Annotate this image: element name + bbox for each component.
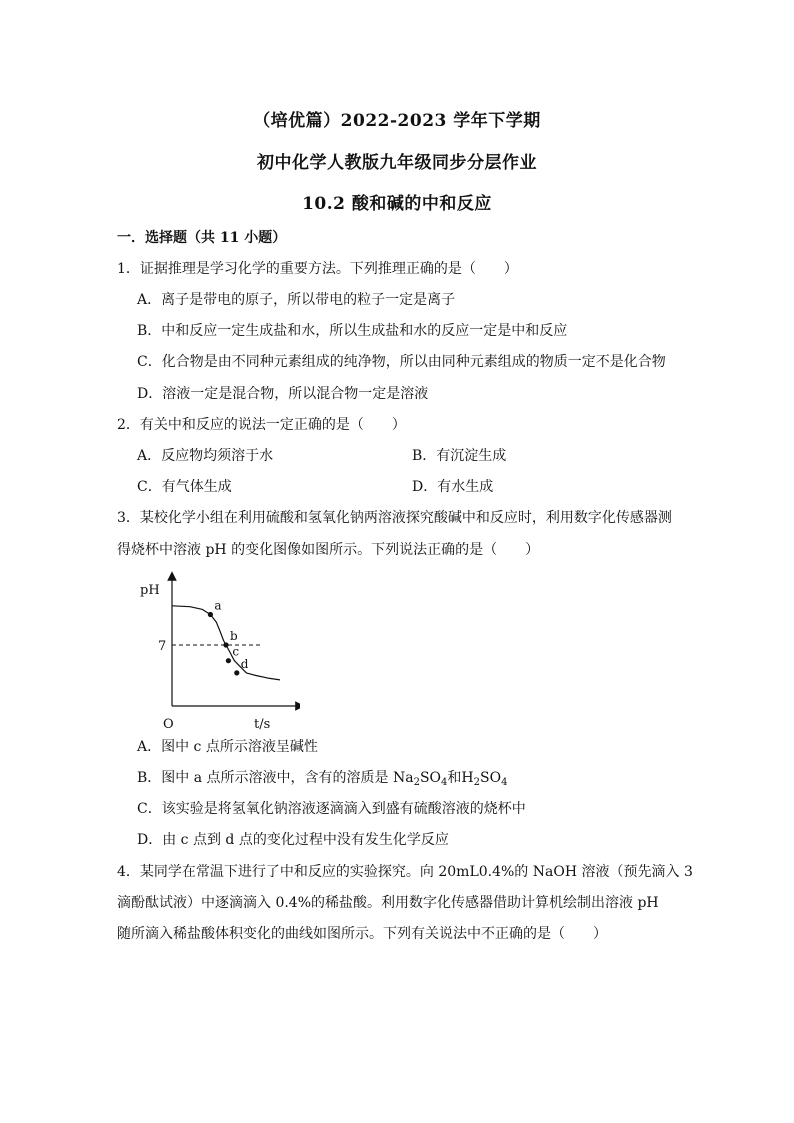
y-axis-label: pH [140, 583, 160, 598]
question-2-option-b: B．有沉淀生成 [412, 448, 507, 464]
question-2-option-c: C．有气体生成 [137, 479, 232, 495]
question-4-stem-line1: 4．某同学在常温下进行了中和反应的实验探究。向 20mL0.4%的 NaOH 溶液（预先滴入 3 [117, 864, 693, 880]
doc-title-line1: （培优篇）2022-2023 学年下学期 [253, 111, 541, 131]
formula-join: 和 [447, 770, 462, 786]
question-1-option-c: C．化合物是由不同种元素组成的纯净物，所以由同种元素组成的物质一定不是化合物 [137, 354, 666, 370]
question-2-stem: 2．有关中和反应的说法一定正确的是（ ） [117, 417, 406, 433]
question-3-option-b [137, 768, 507, 788]
question-1-option-d: D．溶液一定是混合物，所以混合物一定是溶液 [137, 386, 429, 402]
doc-title-line2: 初中化学人教版九年级同步分层作业 [257, 153, 537, 173]
point-c [226, 658, 231, 663]
question-3-stem-line1: 3．某校化学小组在利用硫酸和氢氧化钠两溶液探究酸碱中和反应时，利用数字化传感器测 [117, 510, 672, 526]
section-heading: 一．选择题（共 11 小题） [117, 230, 287, 246]
x-axis-label: t/s [254, 717, 271, 732]
ph7-tick-label: 7 [158, 639, 167, 654]
point-label-a: a [214, 598, 222, 613]
question-2-option-a: A．反应物均须溶于水 [137, 448, 274, 464]
question-2-option-d: D．有水生成 [412, 479, 494, 495]
question-3-option-c: C．该实验是将氢氧化钠溶液逐滴滴入到盛有硫酸溶液的烧杯中 [137, 801, 526, 817]
point-d [234, 670, 239, 675]
ph-curve-chart [130, 566, 300, 736]
question-3-stem-line2: 得烧杯中溶液 pH 的变化图像如图所示。下列说法正确的是（ ） [117, 542, 540, 558]
origin-label: O [163, 717, 174, 732]
question-3-option-a: A．图中 c 点所示溶液呈碱性 [137, 739, 318, 755]
question-3-option-b-text: B．图中 a 点所示溶液中，含有的溶质是 [137, 770, 393, 786]
question-1-option-a: A．离子是带电的原子，所以带电的粒子一定是离子 [137, 292, 456, 308]
formula-h2so4: $H_2SO_4$ [461, 770, 508, 788]
doc-title-line3: 10.2 酸和碱的中和反应 [302, 194, 492, 214]
point-label-d: d [240, 656, 249, 671]
point-label-c: c [232, 644, 240, 659]
formula-na2so4: $Na_2SO_4$ [392, 770, 448, 788]
point-b [223, 642, 228, 647]
question-1-stem: 1．证据推理是学习化学的重要方法。下列推理正确的是（ ） [117, 261, 518, 277]
question-1-option-b: B．中和反应一定生成盐和水，所以生成盐和水的反应一定是中和反应 [137, 323, 568, 339]
question-3-option-d: D．由 c 点到 d 点的变化过程中没有发生化学反应 [137, 832, 449, 848]
point-a [208, 612, 213, 617]
point-label-b: b [230, 629, 238, 643]
question-4-stem-line2: 滴酚酞试液）中逐滴滴入 0.4%的稀盐酸。利用数字化传感器借助计算机绘制出溶液 pH [117, 895, 659, 911]
question-4-stem-line3: 随所滴入稀盐酸体积变化的曲线如图所示。下列有关说法中不正确的是（ ） [117, 926, 607, 942]
